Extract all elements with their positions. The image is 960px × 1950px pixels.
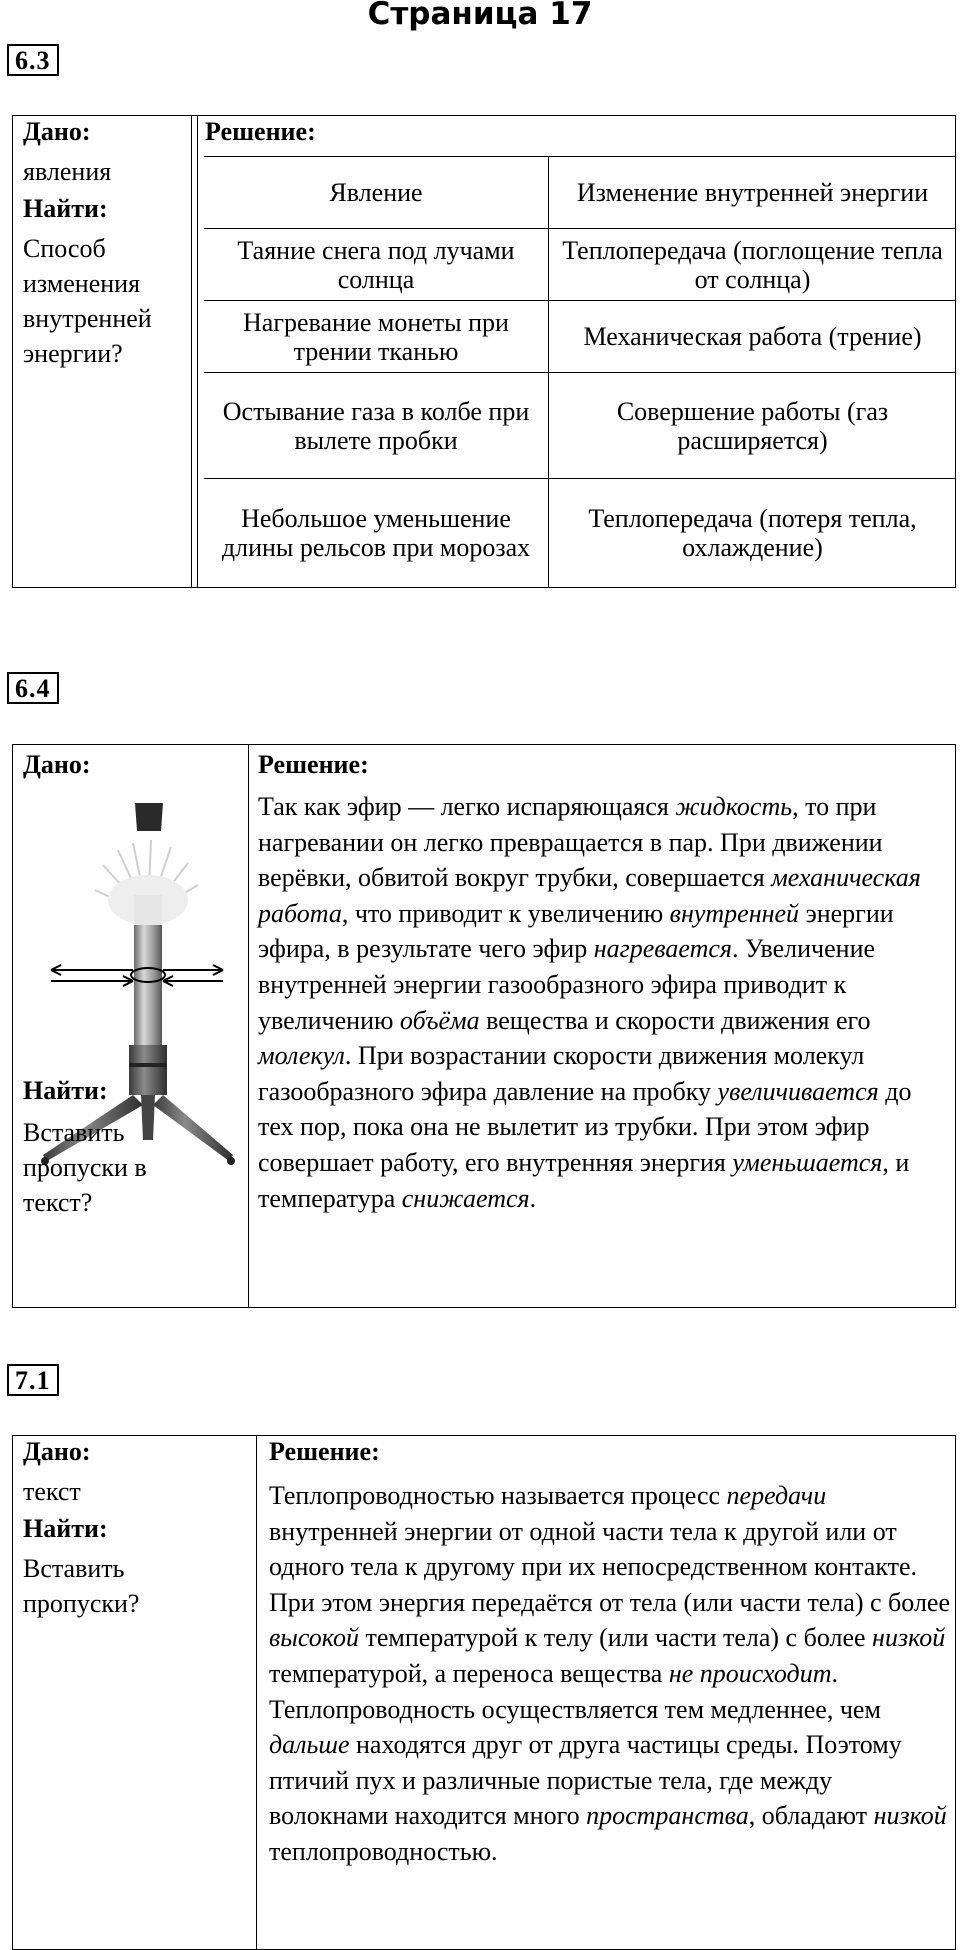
solution-text <box>258 789 950 1216</box>
table-header-cell: Изменение внутренней энергии <box>549 157 957 229</box>
find-text: Способ изменения внутренней энергии? <box>23 234 152 368</box>
italic-answer: высокой <box>269 1623 359 1653</box>
italic-answer: молекул <box>258 1041 345 1071</box>
text-segment: , обладают <box>748 1801 874 1831</box>
task-label-6-3: 6.3 <box>7 44 59 76</box>
solution-heading: Решение: <box>269 1437 380 1466</box>
solution-heading: Решение: <box>205 117 316 146</box>
page-title: Страница 17 <box>367 0 593 32</box>
text-segment: температурой, а переноса вещества <box>269 1658 669 1688</box>
text-segment: . <box>529 1183 537 1213</box>
given-text: текст <box>23 1477 81 1506</box>
table-cell: Таяние снега под лучами солнца <box>204 229 549 301</box>
text-segment: . Увеличение внутренней энергии газообразного эфира приводит к увеличению <box>258 934 876 1035</box>
table-cell: Нагревание монеты при трении тканью <box>204 301 549 373</box>
find-column <box>23 1075 238 1220</box>
text-segment: до тех пор, пока она не вылетит из трубки. При этом эфир совершает работу, его внутренняя энергия <box>258 1076 912 1177</box>
table-row <box>204 479 956 587</box>
text-segment: теплопроводностью. <box>269 1836 498 1866</box>
given-column <box>23 1436 248 1621</box>
italic-answer: пространства <box>586 1801 749 1831</box>
text-segment: внутренней энергии от одной части тела к другой или от одного тела к другому при их непосредственном контакте. При этом энергия передаётся от тела (или части тела) с более <box>269 1516 951 1617</box>
given-heading: Дано: <box>23 1437 91 1466</box>
text-segment: находятся друг от друга частицы среды. Поэтому птичий пух и различные пористые тела, где между волокнами находится много <box>269 1730 902 1831</box>
italic-answer: внутренней <box>669 898 800 928</box>
text-segment: температурой к телу (или части тела) с более <box>358 1623 873 1653</box>
table-cell: Остывание газа в колбе при вылете пробки <box>204 373 549 479</box>
table-row <box>204 373 956 479</box>
task-6-3-box <box>12 115 956 588</box>
text-segment: , то при нагревании он легко превращается в пар. При движении верёвки, обвитой вокруг трубки, совершается <box>258 792 883 893</box>
task-label-6-4: 6.4 <box>7 672 59 704</box>
text-segment: Теплопроводностью называется процесс <box>269 1481 727 1510</box>
phenomena-table <box>204 156 956 587</box>
text-segment: вещества и скорости движения его <box>479 1005 871 1035</box>
italic-answer: низкой <box>872 1623 946 1653</box>
table-cell: Небольшое уменьшение длины рельсов при морозах <box>204 479 549 587</box>
task-label-7-1: 7.1 <box>7 1364 59 1396</box>
table-cell: Теплопередача (поглощение тепла от солнца) <box>549 229 957 301</box>
table-cell: Механическая работа (трение) <box>549 301 957 373</box>
task-6-4-box <box>12 744 956 1308</box>
italic-answer: жидкость <box>675 792 793 821</box>
text-segment: . При возрастании скорости движения молекул газообразного эфира давление на пробку <box>258 1041 865 1106</box>
find-text: Вставить пропуски в текст? <box>23 1118 147 1217</box>
italic-answer: уменьшается <box>732 1147 883 1177</box>
table-cell: Совершение работы (газ расширяется) <box>549 373 957 479</box>
find-heading: Найти: <box>23 194 108 223</box>
text-segment: Так как эфир — легко испаряющаяся <box>258 792 676 821</box>
italic-answer: не происходит <box>668 1658 832 1688</box>
find-heading: Найти: <box>23 1514 108 1543</box>
column-divider <box>256 1436 257 1949</box>
given-text: явления <box>23 157 112 186</box>
italic-answer: дальше <box>269 1730 350 1760</box>
table-row <box>204 301 956 373</box>
solution-text <box>269 1478 954 1870</box>
given-column <box>23 116 193 371</box>
text-segment: , и температура <box>258 1147 910 1213</box>
italic-answer: низкой <box>873 1801 947 1831</box>
column-divider <box>248 745 249 1307</box>
text-segment: . Теплопроводность осуществляется тем медленнее, чем <box>269 1658 881 1724</box>
italic-answer: передачи <box>726 1481 827 1510</box>
text-segment: , что приводит к увеличению <box>341 898 670 928</box>
table-cell: Теплопередача (потеря тепла, охлаждение) <box>549 479 957 587</box>
given-heading: Дано: <box>23 750 91 779</box>
italic-answer: нагревается <box>593 934 733 964</box>
text-segment: энергии эфира, в результате чего эфир <box>258 898 894 964</box>
italic-answer: увеличивается <box>717 1076 879 1106</box>
find-text: Вставить пропуски? <box>23 1554 140 1618</box>
solution-heading: Решение: <box>258 750 369 779</box>
italic-answer: снижается <box>401 1183 530 1213</box>
task-7-1-box <box>12 1435 956 1950</box>
italic-answer: объёма <box>399 1005 480 1035</box>
given-heading: Дано: <box>23 117 91 146</box>
italic-answer: механическая работа <box>258 863 921 928</box>
find-heading: Найти: <box>23 1076 108 1105</box>
table-row <box>204 229 956 301</box>
table-header-cell: Явление <box>204 157 549 229</box>
